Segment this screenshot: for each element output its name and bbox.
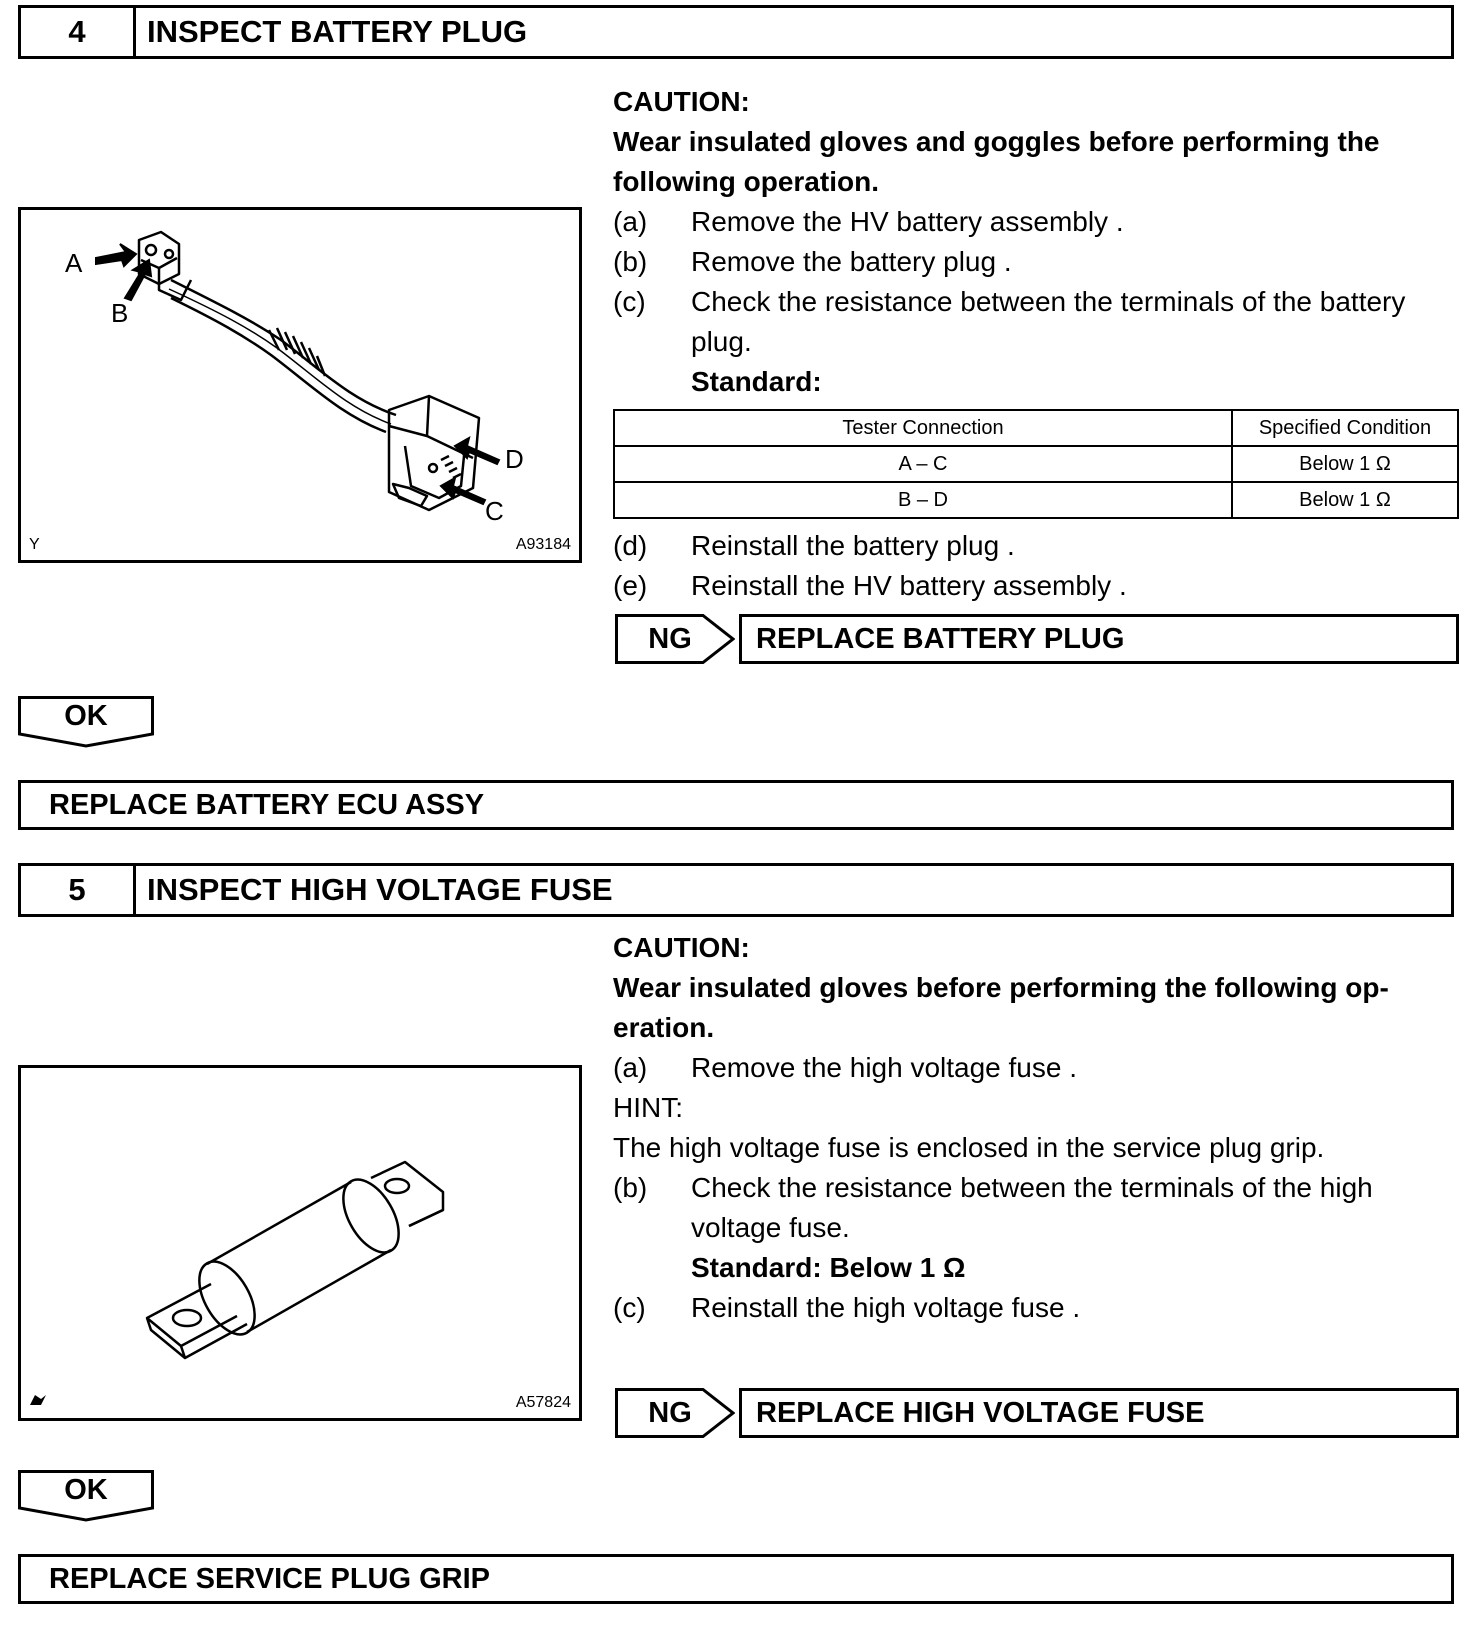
instruction-label: (b): [613, 1172, 648, 1203]
instruction-text: Reinstall the HV battery assembly .: [691, 570, 1127, 601]
ok-action: REPLACE BATTERY ECU ASSY: [18, 780, 1454, 830]
caution-label: CAUTION:: [613, 932, 750, 963]
ng-action: REPLACE HIGH VOLTAGE FUSE: [739, 1388, 1459, 1438]
step-number: 4: [21, 8, 136, 56]
figure-code: A93184: [515, 536, 571, 553]
instruction-text: Reinstall the battery plug .: [691, 530, 1015, 561]
instruction-label: (a): [613, 206, 648, 237]
hint-label: HINT:: [613, 1092, 683, 1123]
fuse-illustration: [21, 1068, 579, 1418]
instruction-b: [613, 1168, 1459, 1248]
instruction-label: (e): [613, 570, 648, 601]
instruction-text: Check the resistance between the terminals of the battery plug.: [691, 286, 1406, 357]
table-header-row: [614, 410, 1458, 446]
label-a: A: [65, 248, 83, 278]
instruction-d: [613, 526, 1459, 566]
instruction-c: [613, 282, 1459, 362]
instruction-text: Remove the battery plug .: [691, 246, 1012, 277]
label-d: D: [505, 444, 524, 474]
table-header: Specified Condition: [1232, 410, 1458, 446]
figure-code: A57824: [515, 1394, 571, 1411]
instruction-label: (b): [613, 246, 648, 277]
table-row: [614, 482, 1458, 518]
ng-result: [615, 614, 1459, 664]
ng-tag: [615, 614, 735, 664]
table-cell: Below 1 Ω: [1232, 482, 1458, 518]
standard-label: Standard:: [691, 366, 822, 397]
instruction-text: Check the resistance between the terminals of the high voltage fuse.: [691, 1172, 1373, 1243]
figure-corner-mark: Y: [29, 536, 40, 553]
figure-corner-icon: [29, 1393, 47, 1412]
instruction-a: [613, 202, 1459, 242]
caution-label: CAUTION:: [613, 86, 750, 117]
step-title: INSPECT BATTERY PLUG: [147, 14, 528, 49]
table-header: Tester Connection: [614, 410, 1232, 446]
label-b: B: [111, 298, 129, 328]
instruction-label: (d): [613, 530, 648, 561]
ng-tag: [615, 1388, 735, 1438]
ng-label: NG: [648, 1396, 692, 1429]
hint-text: The high voltage fuse is enclosed in the service plug grip.: [613, 1132, 1325, 1163]
label-c: C: [485, 496, 504, 526]
ok-label: OK: [64, 700, 108, 732]
instruction-label: (a): [613, 1052, 648, 1083]
ok-label: OK: [64, 1474, 108, 1506]
step-4-header: [18, 5, 1454, 59]
step-4-instructions-after: [613, 526, 1459, 606]
ng-action: REPLACE BATTERY PLUG: [739, 614, 1459, 664]
ok-tag: [18, 696, 154, 746]
standard-table: [613, 409, 1459, 519]
step-5-header: [18, 863, 1454, 917]
instruction-label: (c): [613, 1292, 646, 1323]
table-row: [614, 446, 1458, 482]
instruction-b: [613, 242, 1459, 282]
instruction-text: Remove the HV battery assembly .: [691, 206, 1124, 237]
step-4-instructions: [613, 82, 1459, 402]
instruction-label: (c): [613, 286, 646, 317]
caution-text: Wear insulated gloves before performing the following op-eration.: [613, 972, 1389, 1043]
standard-text: Standard: Below 1 Ω: [691, 1252, 966, 1283]
table-cell: Below 1 Ω: [1232, 446, 1458, 482]
step-number: 5: [21, 866, 136, 914]
instruction-a: [613, 1048, 1459, 1088]
battery-plug-illustration: [21, 210, 579, 560]
caution-text: Wear insulated gloves and goggles before performing the following operation.: [613, 126, 1380, 197]
ng-label: NG: [648, 622, 692, 655]
battery-plug-figure: [18, 207, 582, 563]
step-5-instructions: [613, 928, 1459, 1328]
instruction-text: Reinstall the high voltage fuse .: [691, 1292, 1081, 1323]
ok-tag: [18, 1470, 154, 1520]
instruction-c: [613, 1288, 1459, 1328]
high-voltage-fuse-figure: [18, 1065, 582, 1421]
table-cell: A – C: [614, 446, 1232, 482]
ok-action: REPLACE SERVICE PLUG GRIP: [18, 1554, 1454, 1604]
instruction-text: Remove the high voltage fuse .: [691, 1052, 1078, 1083]
table-cell: B – D: [614, 482, 1232, 518]
step-title: INSPECT HIGH VOLTAGE FUSE: [147, 872, 613, 907]
ng-result: [615, 1388, 1459, 1438]
instruction-e: [613, 566, 1459, 606]
